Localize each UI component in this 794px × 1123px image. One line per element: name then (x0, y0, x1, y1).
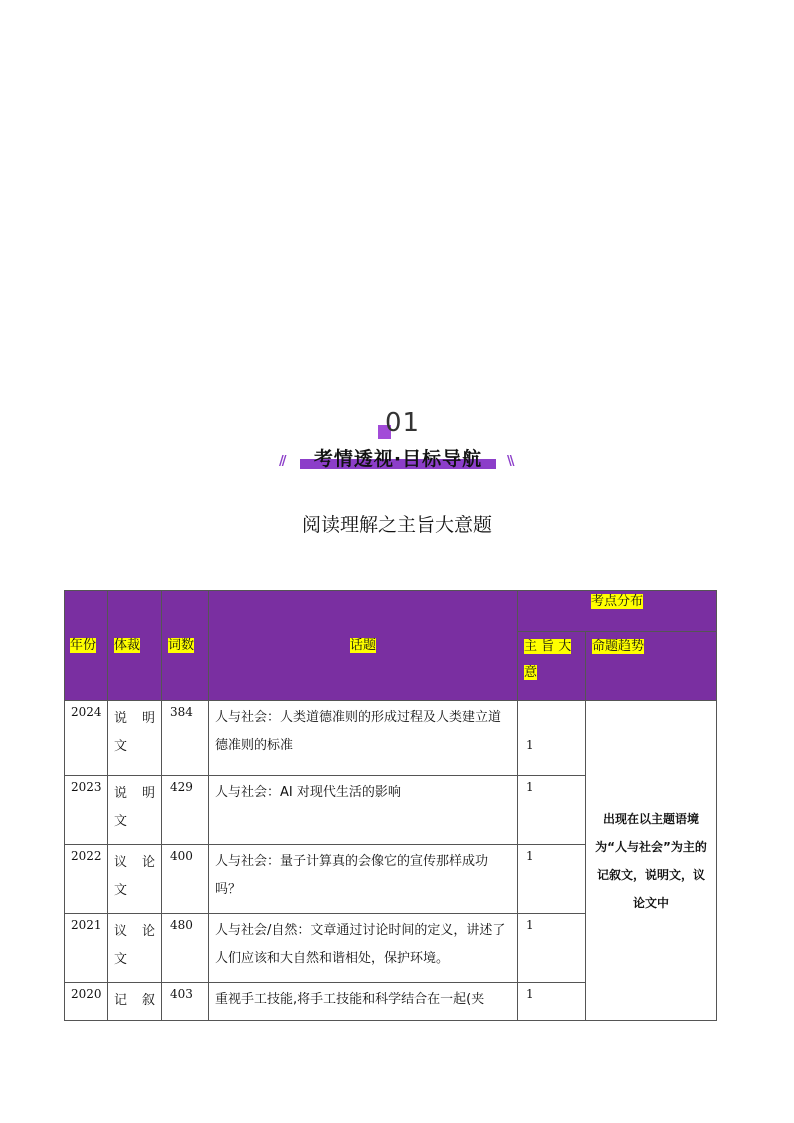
cell-year: 2020 (65, 983, 108, 1021)
cell-words: 384 (162, 701, 209, 776)
header-main-idea: 主 旨 大 意 (518, 632, 586, 701)
header-genre: 体裁 (108, 591, 162, 701)
cell-mark: 1 (518, 914, 586, 983)
cell-topic: 人与社会：AI 对现代生活的影响 (209, 776, 518, 845)
cell-topic: 人与社会：量子计算真的会像它的宣传那样成功吗？ (209, 845, 518, 914)
cell-words: 403 (162, 983, 209, 1021)
cell-mark: 1 (518, 983, 586, 1021)
header-trend: 命题趋势 (586, 632, 717, 701)
header-point-distribution: 考点分布 (518, 591, 717, 632)
exam-analysis-table (64, 590, 717, 1021)
section-number: 01 (385, 408, 421, 438)
cell-words: 480 (162, 914, 209, 983)
document-title: 阅读理解之主旨大意题 (301, 514, 492, 536)
cell-topic: 人与社会：人类道德准则的形成过程及人类建立道德准则的标准 (209, 701, 518, 776)
cell-year: 2021 (65, 914, 108, 983)
cell-mark: 1 (518, 845, 586, 914)
banner-slash-right: \\ (507, 454, 513, 469)
banner-title: 考情透视·目标导航 (313, 448, 483, 470)
cell-genre: 说 明 文 (108, 701, 162, 776)
table-row (65, 701, 717, 776)
cell-mark: 1 (518, 776, 586, 845)
cell-words: 429 (162, 776, 209, 845)
header-words: 词数 (162, 591, 209, 701)
cell-trend: 出现在以主题语境为“人与社会”为主的记叙文，说明文，议论文中 (586, 701, 717, 1021)
cell-genre: 记 叙 (108, 983, 162, 1021)
header-topic: 话题 (209, 591, 518, 701)
cell-words: 400 (162, 845, 209, 914)
cell-genre: 议 论 文 (108, 845, 162, 914)
cell-genre: 议 论 文 (108, 914, 162, 983)
cell-year: 2023 (65, 776, 108, 845)
banner-slash-left: // (279, 454, 285, 469)
cell-year: 2024 (65, 701, 108, 776)
header-year: 年份 (65, 591, 108, 701)
cell-genre: 说 明 文 (108, 776, 162, 845)
cell-topic: 重视手工技能,将手工技能和科学结合在一起(夹 (209, 983, 518, 1021)
cell-topic: 人与社会/自然：文章通过讨论时间的定义，讲述了人们应该和大自然和谐相处，保护环境。 (209, 914, 518, 983)
cell-year: 2022 (65, 845, 108, 914)
cell-mark: 1 (518, 701, 586, 776)
